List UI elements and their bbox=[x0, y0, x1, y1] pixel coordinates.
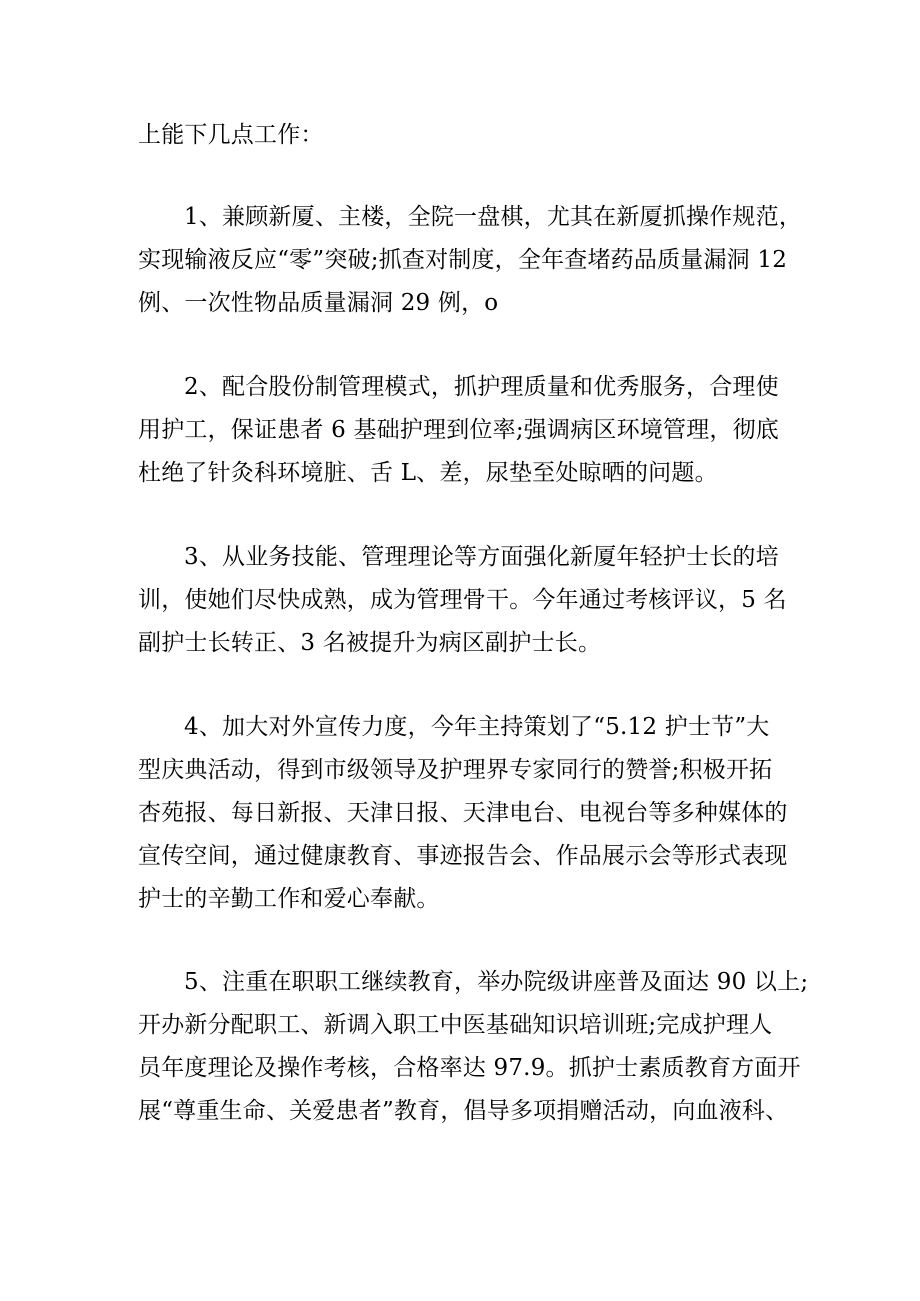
paragraph-1-line-1: 1、兼顾新厦、主楼，全院一盘棋，尤其在新厦抓操作规范， bbox=[184, 204, 803, 230]
paragraph-2-line-3: 杜绝了针灸科环境脏、舌 L、差，尿垫至处晾晒的问题。 bbox=[138, 460, 718, 486]
paragraph-1-line-2: 实现输液反应“零”突破;抓查对制度，全年查堵药品质量漏洞 12 bbox=[138, 247, 788, 273]
paragraph-3-line-2: 训，使她们尽快成熟，成为管理骨干。今年通过考核评议，5 名 bbox=[138, 587, 787, 613]
paragraph-4-line-1: 4、加大对外宣传力度，今年主持策划了“5.12 护士节”大 bbox=[184, 714, 770, 740]
paragraph-2-line-1: 2、配合股份制管理模式，抓护理质量和优秀服务，合理使 bbox=[184, 374, 779, 400]
paragraph-4-line-4: 宣传空间，通过健康教育、事迹报告会、作品展示会等形式表现 bbox=[138, 843, 788, 869]
lead-line: 上能下几点工作： bbox=[138, 122, 324, 148]
paragraph-3-line-3: 副护士长转正、3 名被提升为病区副护士长。 bbox=[138, 630, 602, 656]
paragraph-4-line-2: 型庆典活动，得到市级领导及护理界专家同行的赞誉;积极开拓 bbox=[138, 757, 773, 783]
paragraph-1-line-3: 例、一次性物品质量漏洞 29 例，o bbox=[138, 290, 499, 316]
paragraph-5-line-2: 开办新分配职工、新调入职工中医基础知识培训班;完成护理人 bbox=[138, 1012, 773, 1038]
paragraph-3-line-1: 3、从业务技能、管理理论等方面强化新厦年轻护士长的培 bbox=[184, 544, 779, 570]
paragraph-5-line-4: 展“尊重生命、关爱患者”教育，倡导多项捐赠活动，向血液科、 bbox=[138, 1098, 789, 1124]
paragraph-2-line-2: 用护工，保证患者 6 基础护理到位率;强调病区环境管理，彻底 bbox=[138, 417, 780, 443]
paragraph-5-line-3: 员年度理论及操作考核，合格率达 97.9。抓护士素质教育方面开 bbox=[138, 1055, 801, 1081]
paragraph-4-line-3: 杏苑报、每日新报、天津日报、天津电台、电视台等多种媒体的 bbox=[138, 800, 788, 826]
paragraph-5-line-1: 5、注重在职职工继续教育，举办院级讲座普及面达 90 以上; bbox=[184, 969, 809, 995]
paragraph-4-line-5: 护士的辛勤工作和爱心奉献。 bbox=[138, 886, 440, 912]
